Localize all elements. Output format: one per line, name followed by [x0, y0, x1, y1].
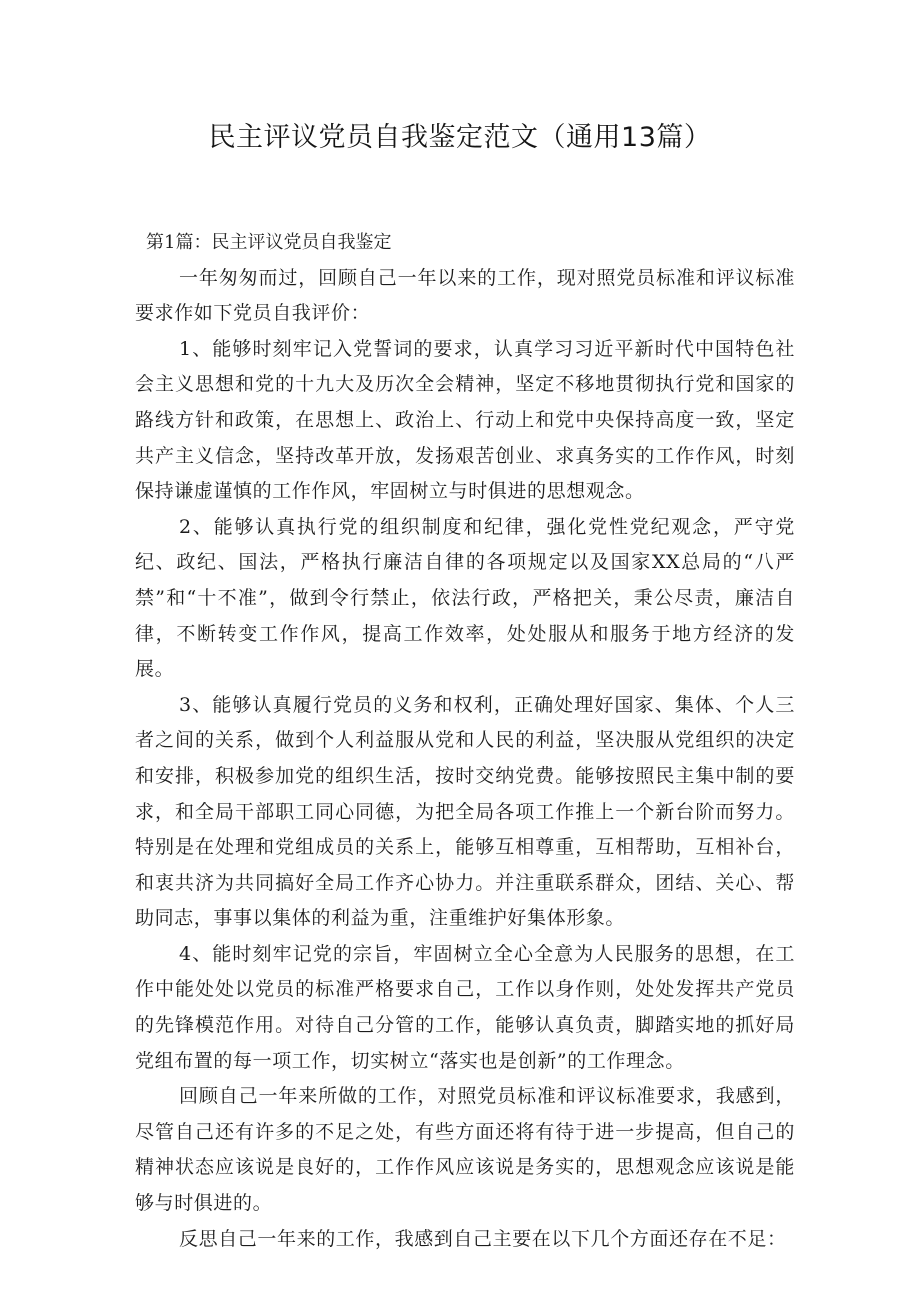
paragraph-review: 回顾自己一年来所做的工作，对照党员标准和评议标准要求，我感到，尽管自己还有许多的不足之处，有些方面还将有待于进一步提高，但自己的精神状态应该说是良好的，工作作风应该说是务实的，思想观念应该说是能够与时俱进的。	[135, 1085, 795, 1215]
paragraph-intro: 一年匆匆而过，回顾自己一年以来的工作，现对照党员标准和评议标准要求作如下党员自我评价：	[135, 266, 795, 325]
paragraph-item-1: 1、能够时刻牢记入党誓词的要求，认真学习习近平新时代中国特色社会主义思想和党的十九大及历次全会精神，坚定不移地贯彻执行党和国家的路线方针和政策，在思想上、政治上、行动上和党中央保持高度一致，坚定共产主义信念，坚持改革开放，发扬艰苦创业、求真务实的工作作风，时刻保持谦虚谨慎的工作作风，牢固树立与时俱进的思想观念。	[135, 337, 795, 503]
document-body	[135, 225, 795, 1257]
paragraph-reflection: 反思自己一年来的工作，我感到自己主要在以下几个方面还存在不足：	[179, 1227, 787, 1250]
paragraph-item-3: 3、能够认真履行党员的义务和权利，正确处理好国家、集体、个人三者之间的关系，做到个人利益服从党和人民的利益，坚决服从党组织的决定和安排，积极参加党的组织生活，按时交纳党费。能够按照民主集中制的要求，和全局干部职工同心同德，为把全局各项工作推上一个新台阶而努力。特别是在处理和党组成员的关系上，能够互相尊重，互相帮助，互相补台，和衷共济为共同搞好全局工作齐心协力。并注重联系群众，团结、关心、帮助同志，事事以集体的利益为重，注重维护好集体形象。	[135, 693, 795, 930]
section-heading: 第1篇：民主评议党员自我鉴定	[146, 232, 392, 253]
paragraph-item-4: 4、能时刻牢记党的宗旨，牢固树立全心全意为人民服务的思想，在工作中能处处以党员的标准严格要求自己，工作以身作则，处处发挥共产党员的先锋模范作用。对待自己分管的工作，能够认真负责，脚踏实地的抓好局党组布置的每一项工作，切实树立“落实也是创新”的工作理念。	[135, 942, 795, 1072]
paragraph-item-2: 2、能够认真执行党的组织制度和纪律，强化党性党纪观念，严守党纪、政纪、国法，严格执行廉洁自律的各项规定以及国家XX总局的“八严禁”和“十不准”，做到令行禁止，依法行政，严格把关，秉公尽责，廉洁自律，不断转变工作作风，提高工作效率，处处服从和服务于地方经济的发展。	[135, 515, 795, 681]
document-title: 民主评议党员自我鉴定范文（通用13篇）	[208, 122, 712, 153]
